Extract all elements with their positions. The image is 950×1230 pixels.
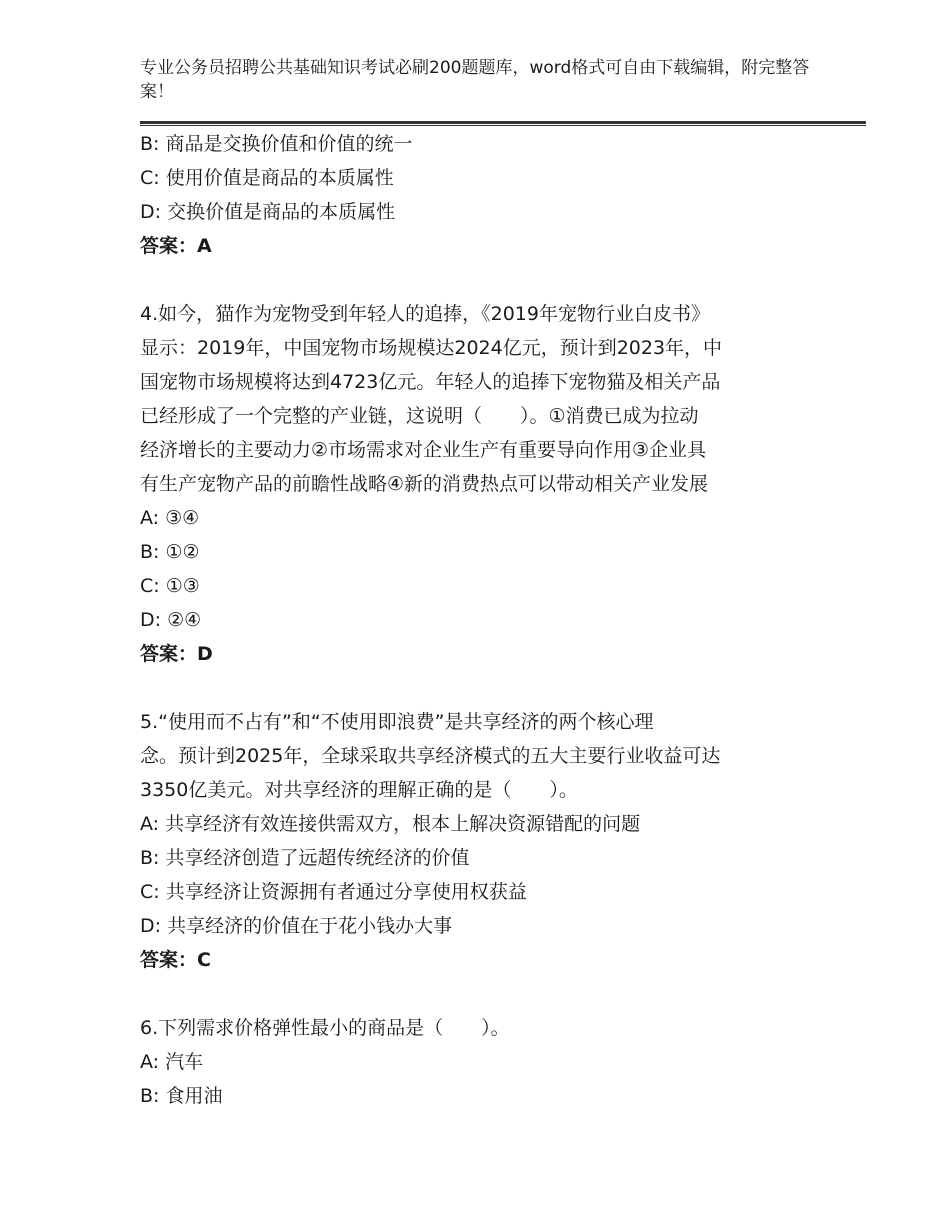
option-b: B: 食用油: [140, 1085, 223, 1107]
spacer: [140, 977, 810, 1011]
option-d: D: 交换价值是商品的本质属性: [140, 201, 396, 223]
option-b: B: ①②: [140, 541, 200, 563]
question-5: [140, 705, 810, 977]
answer-line: 答案：A: [140, 235, 212, 257]
question-stem-line: 有生产宠物产品的前瞻性战略④新的消费热点可以带动相关产业发展: [140, 473, 709, 495]
question-3-tail: [140, 127, 810, 263]
option-a: A: 汽车: [140, 1051, 204, 1073]
option-a: A: ③④: [140, 507, 200, 529]
option-d: D: ②④: [140, 609, 202, 631]
answer-line: 答案：D: [140, 643, 213, 665]
question-stem-line: 显示：2019年，中国宠物市场规模达2024亿元，预计到2023年，中: [140, 337, 723, 359]
spacer: [140, 263, 810, 297]
question-stem-line: 经济增长的主要动力②市场需求对企业生产有重要导向作用③企业具: [140, 439, 707, 461]
question-stem-line: 已经形成了一个完整的产业链，这说明（ ）。①消费已成为拉动: [140, 405, 699, 427]
question-stem-line: 念。预计到2025年，全球采取共享经济模式的五大主要行业收益可达: [140, 745, 721, 767]
question-6: [140, 1011, 810, 1113]
header-rule: [140, 121, 866, 126]
question-stem-line: 3350亿美元。对共享经济的理解正确的是（ ）。: [140, 779, 578, 801]
question-4: [140, 297, 810, 671]
question-stem-line: 国宠物市场规模将达到4723亿元。年轻人的追捧下宠物猫及相关产品: [140, 371, 721, 393]
option-b: B: 共享经济创造了远超传统经济的价值: [140, 847, 470, 869]
option-d: D: 共享经济的价值在于花小钱办大事: [140, 915, 453, 937]
option-b: B: 商品是交换价值和价值的统一: [140, 133, 413, 155]
option-a: A: 共享经济有效连接供需双方，根本上解决资源错配的问题: [140, 813, 641, 835]
question-stem-line: 4.如今，猫作为宠物受到年轻人的追捧，《2019年宠物行业白皮书》: [140, 303, 710, 325]
option-c: C: 共享经济让资源拥有者通过分享使用权获益: [140, 881, 527, 903]
answer-line: 答案：C: [140, 949, 211, 971]
document-header: 专业公务员招聘公共基础知识考试必刷200题题库，word格式可自由下载编辑，附完整答案！: [140, 58, 810, 102]
question-stem-line: 6.下列需求价格弹性最小的商品是（ ）。: [140, 1017, 510, 1039]
option-c: C: 使用价值是商品的本质属性: [140, 167, 394, 189]
option-c: C: ①③: [140, 575, 200, 597]
question-stem-line: 5.“使用而不占有”和“不使用即浪费”是共享经济的两个核心理: [140, 711, 654, 733]
spacer: [140, 671, 810, 705]
document-body: [140, 127, 810, 1113]
